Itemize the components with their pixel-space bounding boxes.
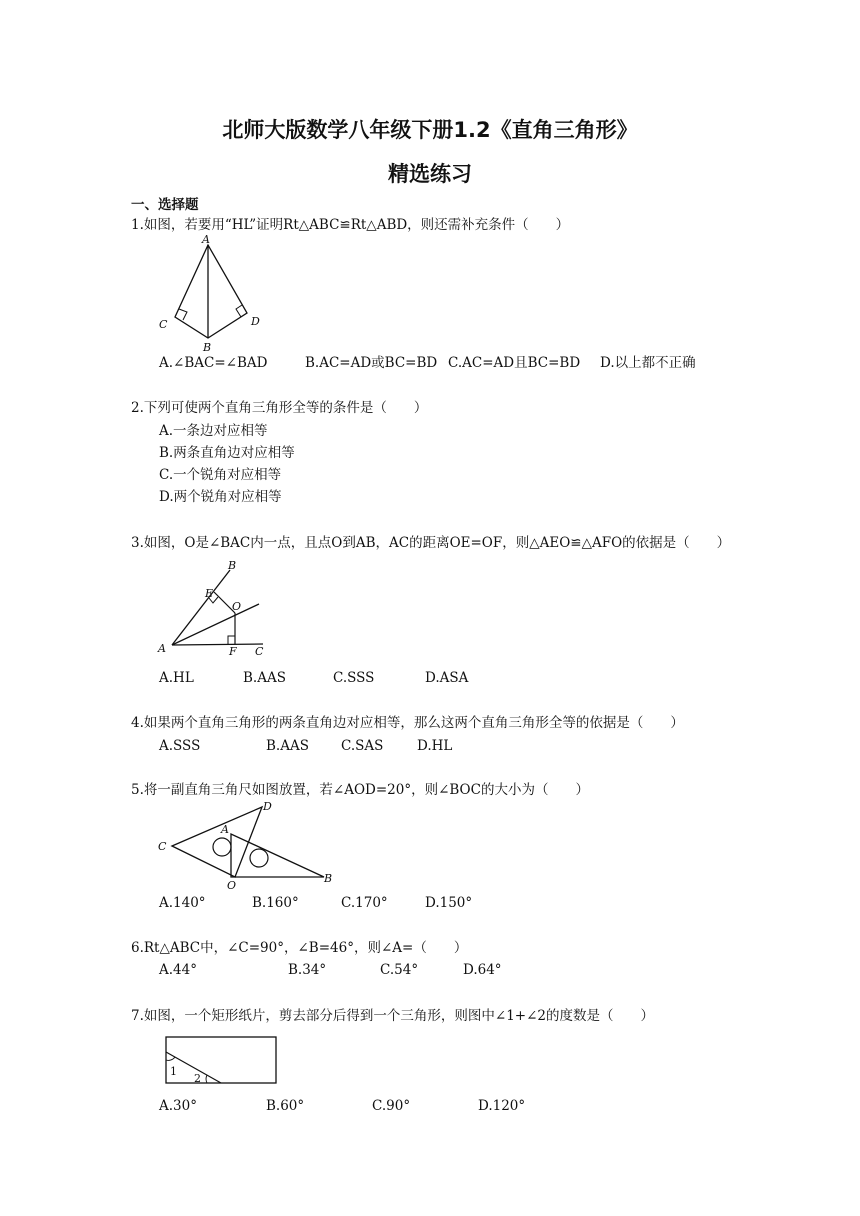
q3-label-o: O [232,600,242,613]
q5-stem: 5.将一副直角三角尺如图放置，若∠AOD=20°，则∠BOC的大小为（ ） [131,782,589,798]
q6-option-d: D.64° [463,962,502,978]
q2-stem: 2.下列可使两个直角三角形全等的条件是（ ） [131,400,428,416]
q5-option-b: B.160° [252,895,299,911]
q3-figure [155,558,275,658]
q6-option-b: B.34° [288,962,327,978]
q4-option-c: C.SAS [341,738,384,754]
q4-option-d: D.HL [417,738,453,754]
q5-label-o: O [227,879,237,892]
q7-figure [163,1034,279,1086]
q2-option-b: B.两条直角边对应相等 [159,445,295,461]
q3-label-f: F [229,645,237,658]
q5-label-b: B [324,872,333,885]
q5-label-a: A [221,823,229,836]
q1-label-d: D [251,315,260,328]
q1-option-a: A.∠BAC=∠BAD [159,355,268,371]
q3-label-c: C [255,645,264,658]
q3-option-c: C.SSS [333,670,375,686]
q7-option-a: A.30° [159,1098,197,1114]
q1-stem: 1.如图，若要用“HL”证明Rt△ABC≌Rt△ABD，则还需补充条件（ ） [131,217,570,233]
q4-option-a: A.SSS [159,738,201,754]
page-title: 北师大版数学八年级下册1.2《直角三角形》 [222,118,638,142]
q1-label-a: A [202,233,210,246]
q6-stem: 6.Rt△ABC中，∠C=90°，∠B=46°，则∠A=（ ） [131,940,468,956]
q1-option-b: B.AC=AD或BC=BD [305,355,438,371]
page-subtitle: 精选练习 [388,162,472,186]
q7-option-b: B.60° [266,1098,305,1114]
q3-option-d: D.ASA [425,670,469,686]
q7-label-1: 1 [170,1065,177,1078]
q2-option-c: C.一个锐角对应相等 [159,467,282,483]
q4-stem: 4.如果两个直角三角形的两条直角边对应相等，那么这两个直角三角形全等的依据是（ ） [131,715,684,731]
q5-option-a: A.140° [159,895,206,911]
q3-option-a: A.HL [159,670,194,686]
q3-label-e: E [205,587,214,600]
q5-option-c: C.170° [341,895,388,911]
q6-option-c: C.54° [380,962,419,978]
q3-label-a: A [158,642,166,655]
q5-figure [155,800,335,892]
q7-label-2: 2 [194,1072,201,1085]
q4-option-b: B.AAS [266,738,309,754]
q2-option-a: A.一条边对应相等 [159,423,268,439]
q1-figure [155,235,265,353]
q7-option-d: D.120° [478,1098,526,1114]
q5-option-d: D.150° [425,895,473,911]
q1-option-d: D.以上都不正确 [600,355,696,371]
q6-option-a: A.44° [159,962,197,978]
q1-label-b: B [203,341,212,354]
q7-option-c: C.90° [372,1098,411,1114]
q3-option-b: B.AAS [243,670,286,686]
q5-label-c: C [158,840,167,853]
q3-label-b: B [228,559,237,572]
q3-stem: 3.如图，O是∠BAC内一点，且点O到AB，AC的距离OE=OF，则△AEO≌△AFO的依据是（ ） [131,535,731,551]
q5-label-d: D [263,800,272,813]
q2-option-d: D.两个锐角对应相等 [159,489,282,505]
section-heading: 一、选择题 [131,197,199,213]
q1-label-c: C [159,318,168,331]
q1-option-c: C.AC=AD且BC=BD [448,355,581,371]
q7-stem: 7.如图，一个矩形纸片，剪去部分后得到一个三角形，则图中∠1+∠2的度数是（ ） [131,1008,654,1024]
